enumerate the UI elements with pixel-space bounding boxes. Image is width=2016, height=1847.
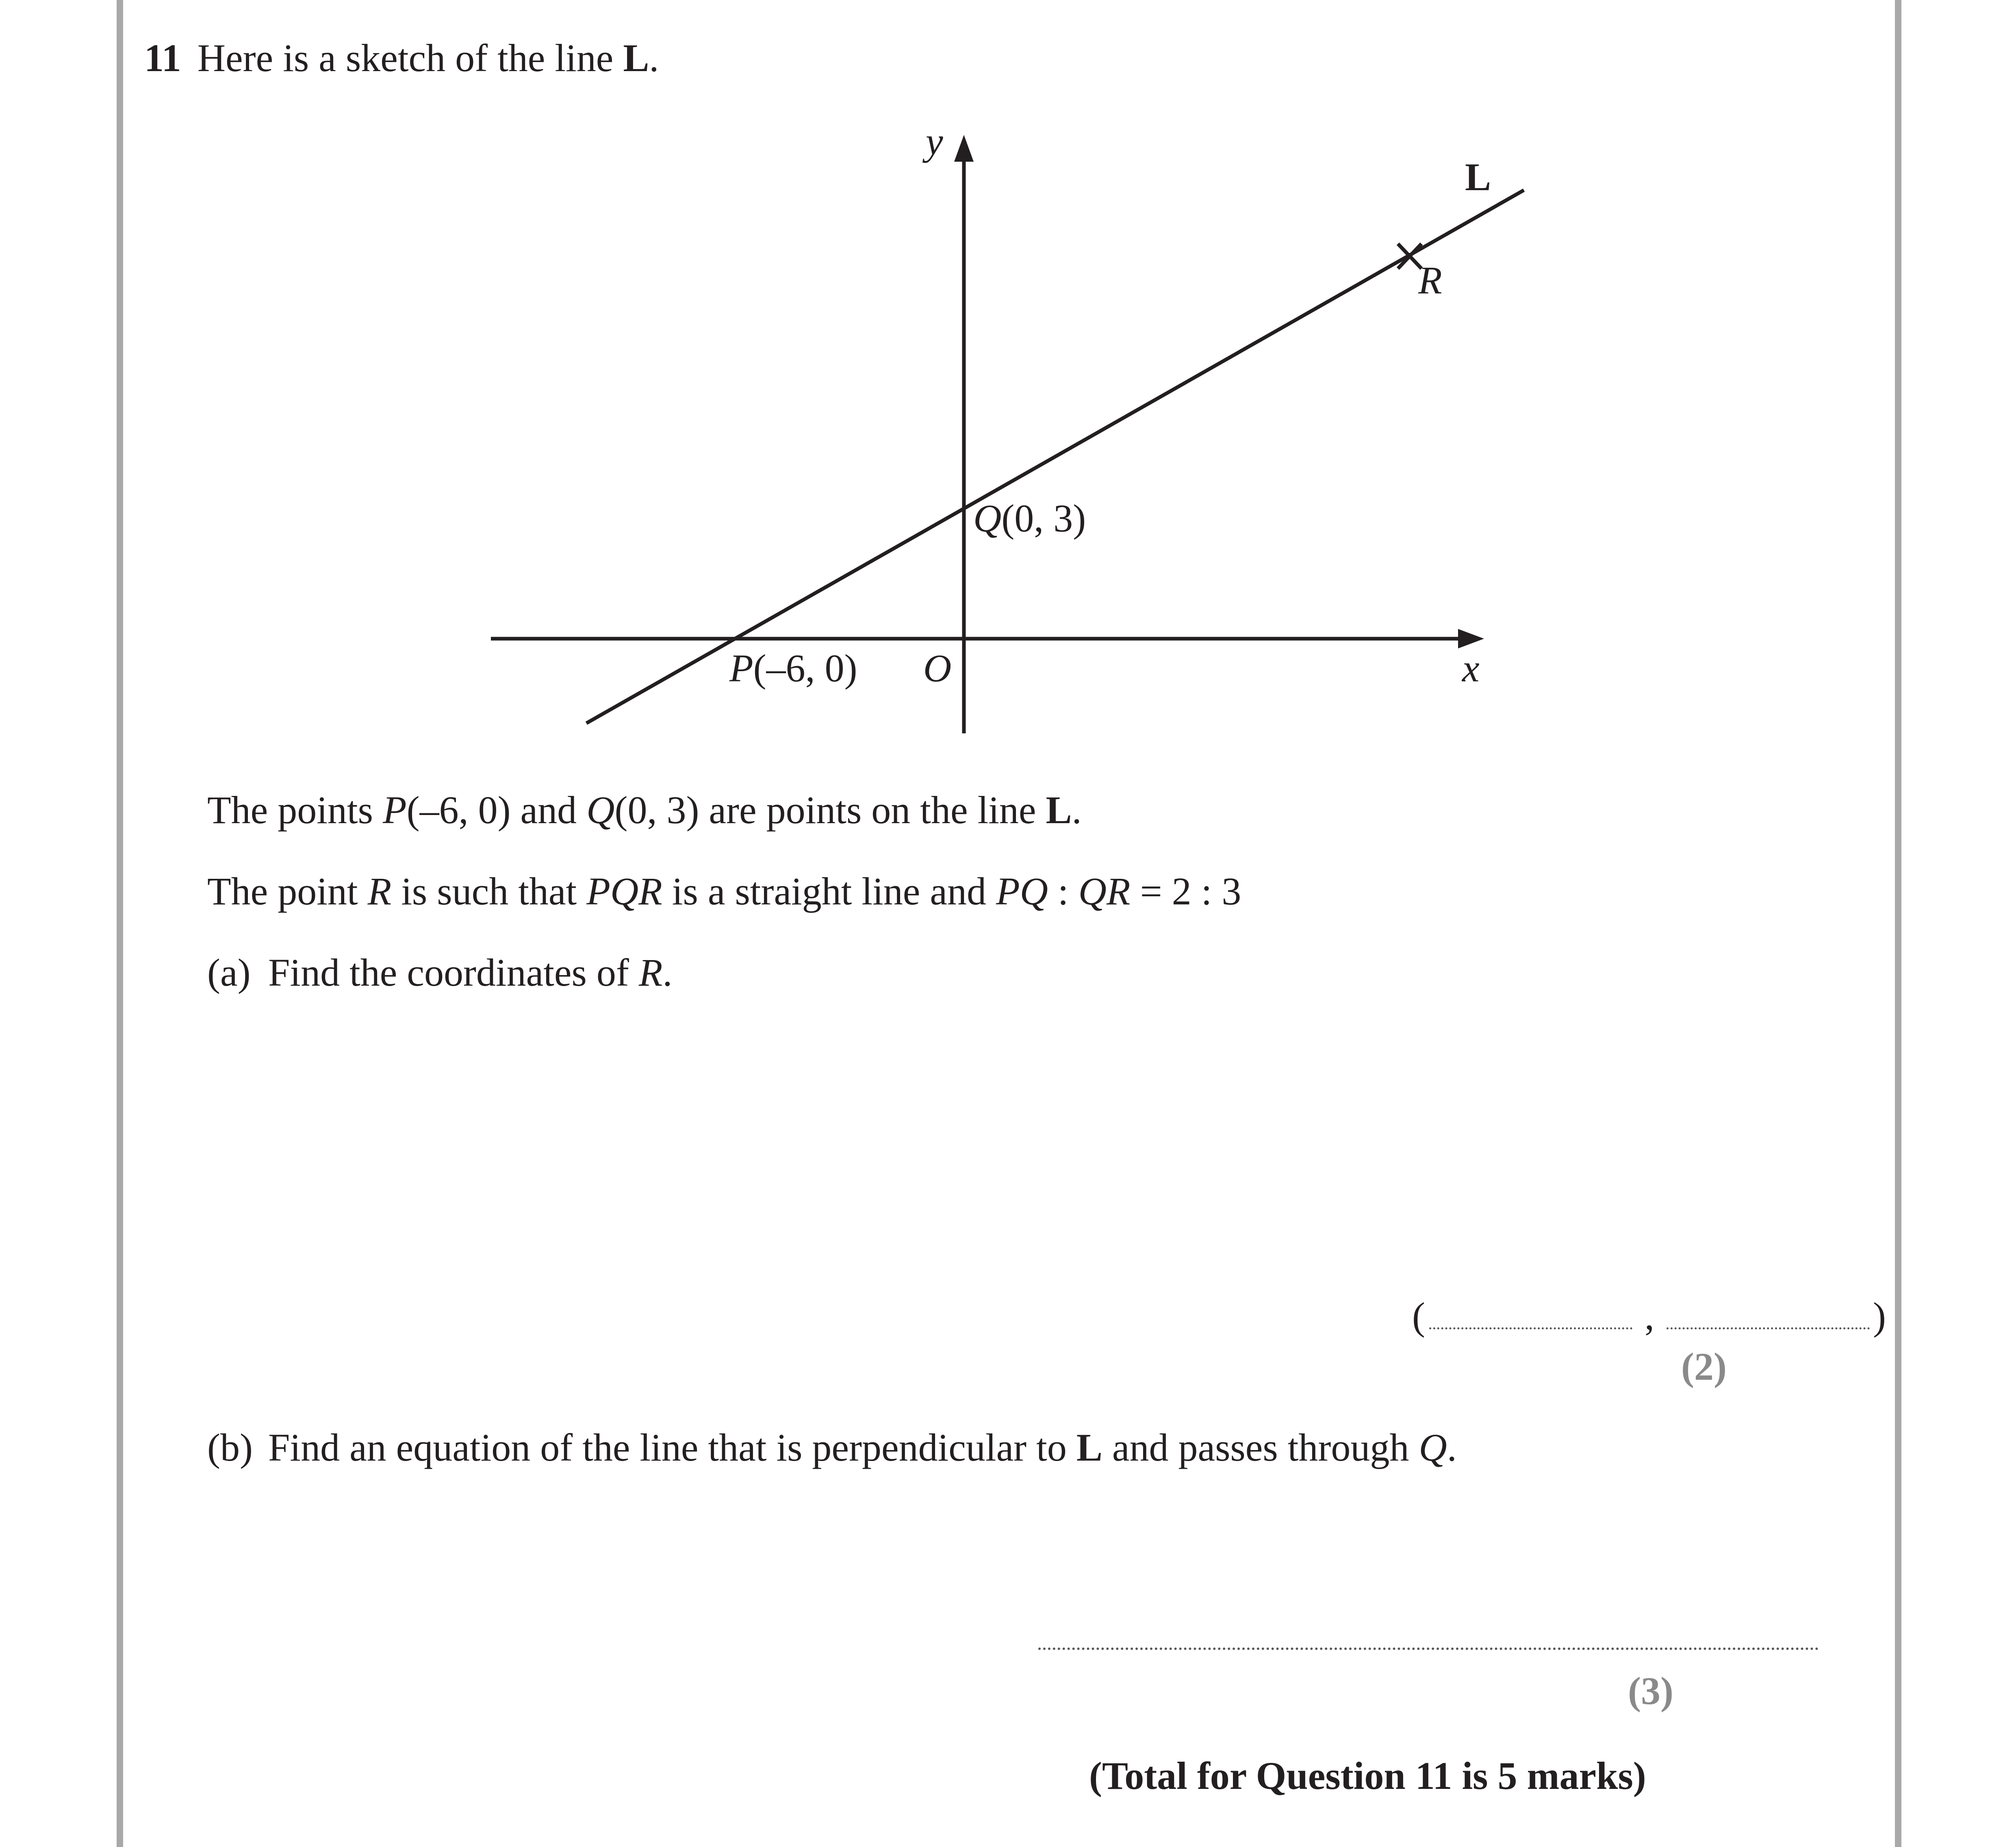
part-a-label: (a) — [207, 951, 251, 994]
answer-r-x-input[interactable] — [1429, 1299, 1632, 1329]
statement-points-on-line: The points P(–6, 0) and Q(0, 3) are points on the line L. — [207, 788, 1082, 832]
line-l-label: L — [1465, 155, 1491, 199]
point-r-label: R — [1418, 258, 1442, 302]
part-a-marks: (2) — [1681, 1345, 1727, 1388]
question-number: 11 — [144, 36, 181, 80]
question-intro: Here is a sketch of the line L. — [197, 36, 659, 80]
question-total-marks: (Total for Question 11 is 5 marks) — [1089, 1754, 1646, 1797]
line-l — [586, 190, 1524, 723]
y-axis-arrow — [954, 135, 974, 162]
line-sketch — [0, 0, 2016, 772]
part-a-answer-field: ( , ) — [1412, 1294, 1886, 1338]
point-q-label: Q(0, 3) — [973, 496, 1086, 540]
part-a-question: (a) Find the coordinates of R. — [207, 946, 672, 999]
origin-label: O — [923, 646, 952, 690]
x-axis-label: x — [1462, 646, 1480, 690]
part-b-label: (b) — [207, 1426, 253, 1469]
answer-equation-input[interactable] — [1038, 1648, 1819, 1650]
part-b-marks: (3) — [1628, 1669, 1673, 1713]
x-axis-arrow — [1458, 629, 1484, 648]
y-axis-label: y — [926, 119, 943, 163]
point-p-label: P(–6, 0) — [729, 646, 857, 690]
statement-ratio: The point R is such that PQR is a straight line and PQ : QR = 2 : 3 — [207, 869, 1241, 913]
part-b-question: (b) Find an equation of the line that is perpendicular to L and passes through Q. — [207, 1421, 1457, 1474]
answer-r-y-input[interactable] — [1667, 1299, 1870, 1329]
